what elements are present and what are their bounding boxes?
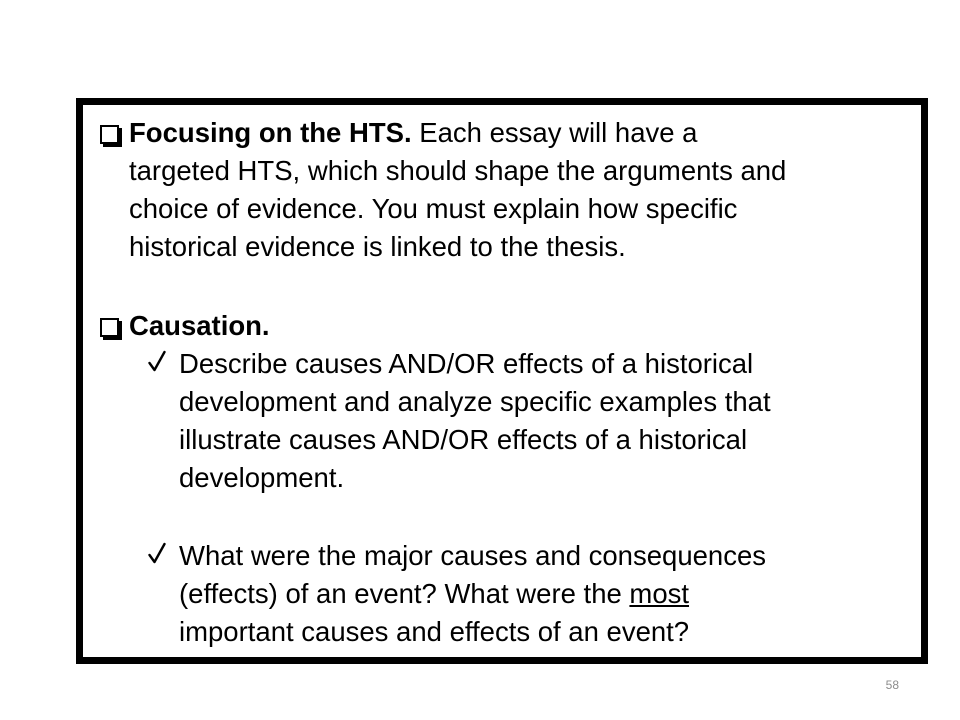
item1-line-2: development and analyze specific examples that xyxy=(179,386,771,417)
square-bullet-icon xyxy=(100,125,119,144)
item2-line-2 xyxy=(179,575,766,613)
item2-line-1: What were the major causes and consequences xyxy=(179,540,766,571)
square-bullet-icon xyxy=(100,318,119,337)
item2-line-3: important causes and effects of an event? xyxy=(179,616,690,647)
causation-heading-row xyxy=(129,307,270,345)
item2-line-2-text: (effects) of an event? What were the xyxy=(179,578,630,609)
hts-line-1 xyxy=(129,114,786,152)
checkmark-icon xyxy=(148,541,166,567)
item1-line-3: illustrate causes AND/OR effects of a historical xyxy=(179,424,748,455)
page-number: 58 xyxy=(885,678,899,692)
hts-line-1-text: Each essay will have a xyxy=(411,117,698,148)
hts-heading: Focusing on the HTS. xyxy=(129,117,412,148)
checkmark-icon xyxy=(148,349,166,375)
causation-item-2 xyxy=(179,537,766,651)
content-box xyxy=(76,98,928,664)
item1-line-4: development. xyxy=(179,462,345,493)
hts-line-2: targeted HTS, which should shape the arguments and xyxy=(129,155,787,186)
hts-line-4: historical evidence is linked to the thesis. xyxy=(129,231,626,262)
causation-heading: Causation. xyxy=(129,310,270,341)
item1-line-1: Describe causes AND/OR effects of a historical xyxy=(179,348,754,379)
item2-underlined-word: most xyxy=(629,578,690,609)
hts-line-3: choice of evidence. You must explain how specific xyxy=(129,193,738,224)
hts-bullet xyxy=(129,114,786,266)
causation-item-1 xyxy=(179,345,771,497)
